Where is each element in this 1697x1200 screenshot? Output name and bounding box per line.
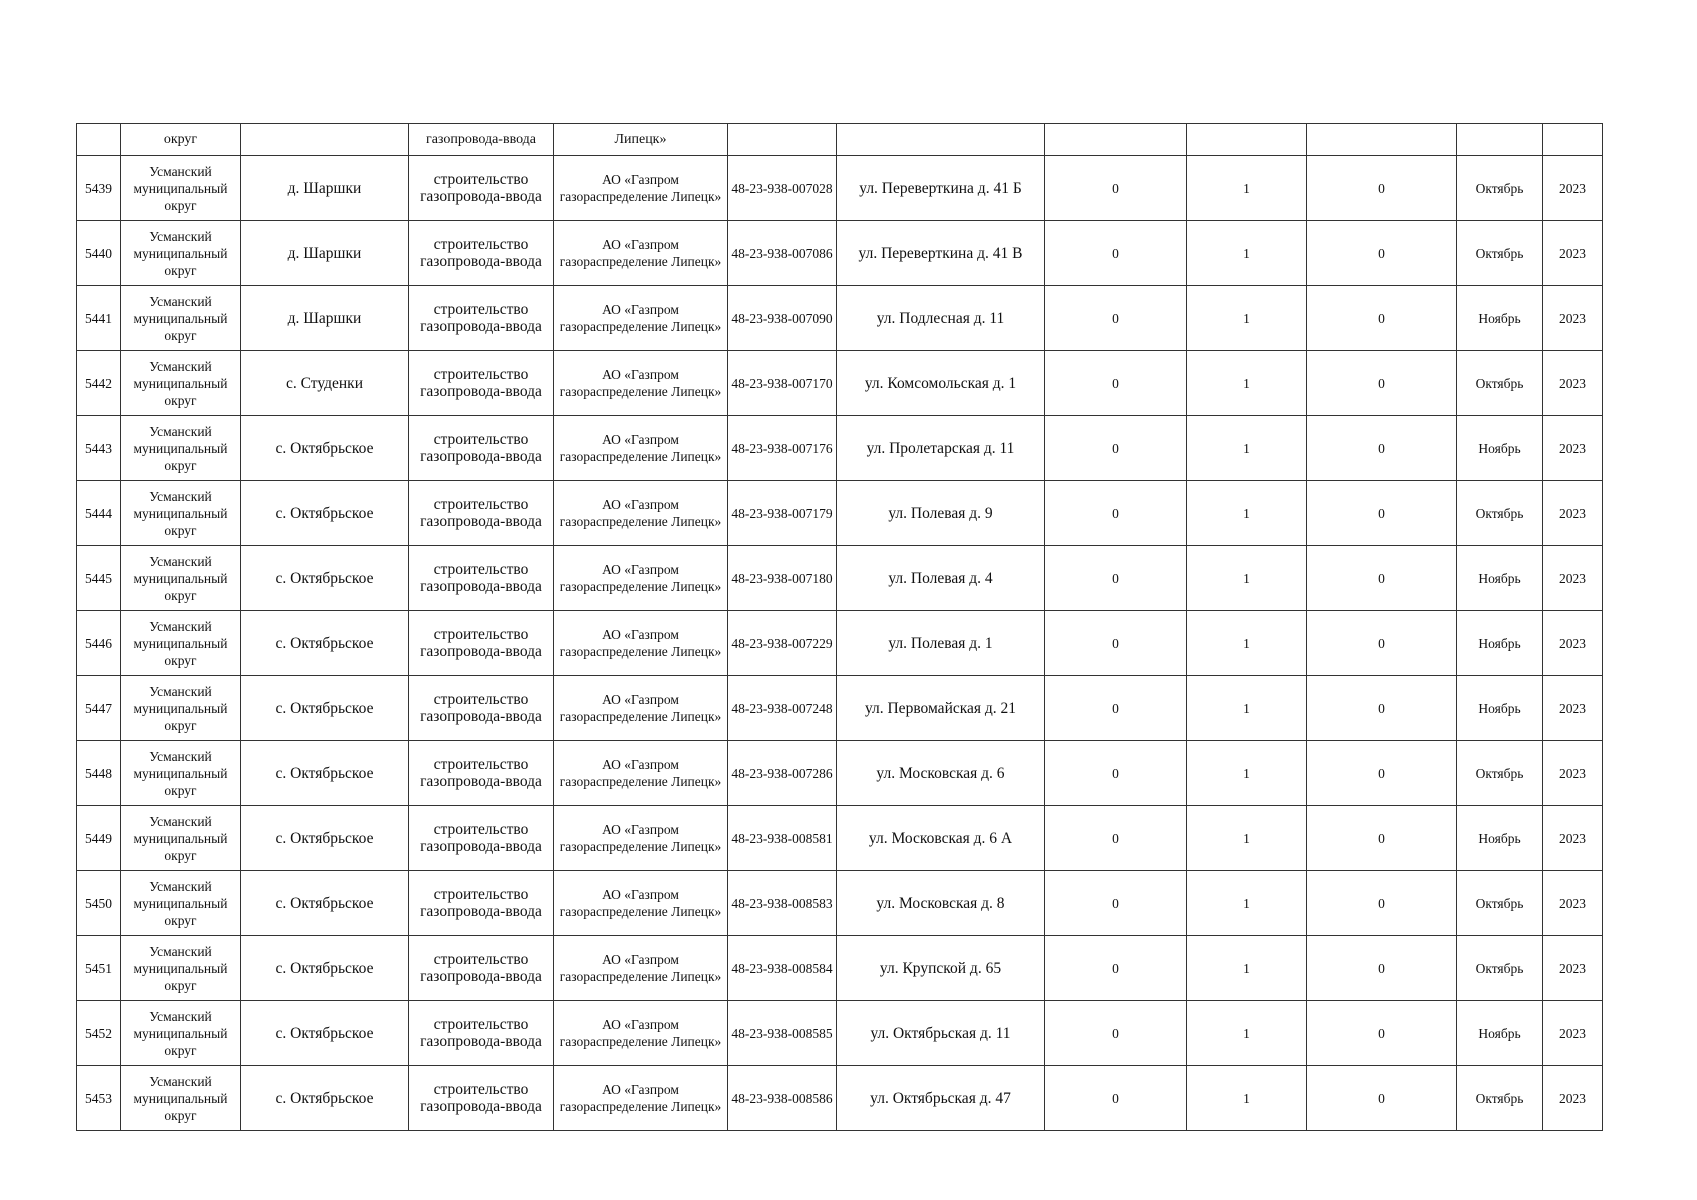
month-cell: Ноябрь <box>1457 806 1543 871</box>
year-cell: 2023 <box>1543 1066 1603 1131</box>
work-type-cell: строительство газопровода-ввода <box>409 871 554 936</box>
object-code-cell: 48-23-938-007248 <box>728 676 837 741</box>
work-type-cell: строительство газопровода-ввода <box>409 1001 554 1066</box>
table-row <box>77 481 1603 546</box>
year-cell: 2023 <box>1543 416 1603 481</box>
object-code-cell: 48-23-938-007179 <box>728 481 837 546</box>
object-code-cell: 48-23-938-007090 <box>728 286 837 351</box>
organization-cell: АО «Газпром газораспределение Липецк» <box>554 416 728 481</box>
object-code-cell: 48-23-938-007286 <box>728 741 837 806</box>
district-cell: Усманский муниципальный округ <box>121 221 241 286</box>
continued-district-cell: округ <box>121 124 241 156</box>
work-type-cell: строительство газопровода-ввода <box>409 351 554 416</box>
month-cell: Октябрь <box>1457 936 1543 1001</box>
value-2-cell: 1 <box>1187 1001 1307 1066</box>
address-cell: ул. Пролетарская д. 11 <box>837 416 1045 481</box>
row-number-cell: 5451 <box>77 936 121 1001</box>
value-1-cell: 0 <box>1045 806 1187 871</box>
settlement-cell: с. Октябрьское <box>241 806 409 871</box>
row-number-cell: 5442 <box>77 351 121 416</box>
value-1-cell: 0 <box>1045 156 1187 221</box>
value-3-cell: 0 <box>1307 1066 1457 1131</box>
object-code-cell: 48-23-938-008584 <box>728 936 837 1001</box>
value-3-cell: 0 <box>1307 611 1457 676</box>
settlement-cell: с. Октябрьское <box>241 741 409 806</box>
settlement-cell: с. Октябрьское <box>241 676 409 741</box>
organization-cell: АО «Газпром газораспределение Липецк» <box>554 936 728 1001</box>
settlement-cell: с. Октябрьское <box>241 871 409 936</box>
value-2-cell: 1 <box>1187 416 1307 481</box>
year-cell: 2023 <box>1543 546 1603 611</box>
table-row <box>77 611 1603 676</box>
value-2-cell: 1 <box>1187 546 1307 611</box>
settlement-cell: с. Октябрьское <box>241 936 409 1001</box>
table-row <box>77 351 1603 416</box>
row-number-cell: 5449 <box>77 806 121 871</box>
settlement-cell: с. Октябрьское <box>241 1066 409 1131</box>
object-code-cell: 48-23-938-007180 <box>728 546 837 611</box>
organization-cell: АО «Газпром газораспределение Липецк» <box>554 351 728 416</box>
value-1-cell: 0 <box>1045 286 1187 351</box>
continued-n2-cell <box>1187 124 1307 156</box>
value-3-cell: 0 <box>1307 806 1457 871</box>
year-cell: 2023 <box>1543 806 1603 871</box>
address-cell: ул. Октябрьская д. 47 <box>837 1066 1045 1131</box>
row-number-cell: 5447 <box>77 676 121 741</box>
address-cell: ул. Полевая д. 4 <box>837 546 1045 611</box>
month-cell: Октябрь <box>1457 156 1543 221</box>
row-number-cell: 5444 <box>77 481 121 546</box>
address-cell: ул. Переверткина д. 41 В <box>837 221 1045 286</box>
work-type-cell: строительство газопровода-ввода <box>409 741 554 806</box>
value-1-cell: 0 <box>1045 936 1187 1001</box>
settlement-cell: с. Октябрьское <box>241 546 409 611</box>
organization-cell: АО «Газпром газораспределение Липецк» <box>554 676 728 741</box>
organization-cell: АО «Газпром газораспределение Липецк» <box>554 481 728 546</box>
district-cell: Усманский муниципальный округ <box>121 156 241 221</box>
value-1-cell: 0 <box>1045 481 1187 546</box>
continued-month-cell <box>1457 124 1543 156</box>
work-type-cell: строительство газопровода-ввода <box>409 676 554 741</box>
object-code-cell: 48-23-938-008585 <box>728 1001 837 1066</box>
district-cell: Усманский муниципальный округ <box>121 286 241 351</box>
month-cell: Ноябрь <box>1457 676 1543 741</box>
month-cell: Октябрь <box>1457 351 1543 416</box>
value-1-cell: 0 <box>1045 676 1187 741</box>
organization-cell: АО «Газпром газораспределение Липецк» <box>554 871 728 936</box>
value-1-cell: 0 <box>1045 1001 1187 1066</box>
settlement-cell: д. Шаршки <box>241 221 409 286</box>
settlement-cell: с. Октябрьское <box>241 481 409 546</box>
value-2-cell: 1 <box>1187 806 1307 871</box>
row-number-cell: 5440 <box>77 221 121 286</box>
gas-connection-table <box>76 123 1603 1131</box>
row-number-cell: 5450 <box>77 871 121 936</box>
organization-cell: АО «Газпром газораспределение Липецк» <box>554 221 728 286</box>
value-2-cell: 1 <box>1187 156 1307 221</box>
continued-settlement-cell <box>241 124 409 156</box>
month-cell: Октябрь <box>1457 221 1543 286</box>
value-2-cell: 1 <box>1187 221 1307 286</box>
year-cell: 2023 <box>1543 871 1603 936</box>
object-code-cell: 48-23-938-008586 <box>728 1066 837 1131</box>
value-3-cell: 0 <box>1307 871 1457 936</box>
organization-cell: АО «Газпром газораспределение Липецк» <box>554 1066 728 1131</box>
year-cell: 2023 <box>1543 221 1603 286</box>
table-row <box>77 871 1603 936</box>
year-cell: 2023 <box>1543 351 1603 416</box>
month-cell: Октябрь <box>1457 871 1543 936</box>
table-row <box>77 221 1603 286</box>
table-row <box>77 1001 1603 1066</box>
year-cell: 2023 <box>1543 1001 1603 1066</box>
value-3-cell: 0 <box>1307 351 1457 416</box>
row-number-cell: 5439 <box>77 156 121 221</box>
continued-org-cell: Липецк» <box>554 124 728 156</box>
year-cell: 2023 <box>1543 481 1603 546</box>
month-cell: Ноябрь <box>1457 611 1543 676</box>
row-number-cell: 5443 <box>77 416 121 481</box>
table-row <box>77 936 1603 1001</box>
table-row <box>77 156 1603 221</box>
year-cell: 2023 <box>1543 156 1603 221</box>
district-cell: Усманский муниципальный округ <box>121 741 241 806</box>
value-2-cell: 1 <box>1187 351 1307 416</box>
district-cell: Усманский муниципальный округ <box>121 936 241 1001</box>
continued-year-cell <box>1543 124 1603 156</box>
table-body <box>77 124 1603 1131</box>
row-number-cell: 5448 <box>77 741 121 806</box>
work-type-cell: строительство газопровода-ввода <box>409 546 554 611</box>
value-1-cell: 0 <box>1045 1066 1187 1131</box>
table-row <box>77 546 1603 611</box>
continued-n1-cell <box>1045 124 1187 156</box>
address-cell: ул. Подлесная д. 11 <box>837 286 1045 351</box>
year-cell: 2023 <box>1543 286 1603 351</box>
district-cell: Усманский муниципальный округ <box>121 416 241 481</box>
row-number-cell: 5446 <box>77 611 121 676</box>
continued-work-cell: газопровода-ввода <box>409 124 554 156</box>
value-1-cell: 0 <box>1045 351 1187 416</box>
year-cell: 2023 <box>1543 741 1603 806</box>
value-3-cell: 0 <box>1307 286 1457 351</box>
value-1-cell: 0 <box>1045 221 1187 286</box>
settlement-cell: д. Шаршки <box>241 156 409 221</box>
organization-cell: АО «Газпром газораспределение Липецк» <box>554 806 728 871</box>
object-code-cell: 48-23-938-008583 <box>728 871 837 936</box>
district-cell: Усманский муниципальный округ <box>121 1066 241 1131</box>
organization-cell: АО «Газпром газораспределение Липецк» <box>554 611 728 676</box>
month-cell: Ноябрь <box>1457 286 1543 351</box>
continued-num-cell <box>77 124 121 156</box>
settlement-cell: с. Октябрьское <box>241 416 409 481</box>
row-number-cell: 5445 <box>77 546 121 611</box>
organization-cell: АО «Газпром газораспределение Липецк» <box>554 741 728 806</box>
object-code-cell: 48-23-938-008581 <box>728 806 837 871</box>
settlement-cell: с. Октябрьское <box>241 611 409 676</box>
organization-cell: АО «Газпром газораспределение Липецк» <box>554 546 728 611</box>
district-cell: Усманский муниципальный округ <box>121 806 241 871</box>
row-number-cell: 5441 <box>77 286 121 351</box>
value-1-cell: 0 <box>1045 871 1187 936</box>
value-3-cell: 0 <box>1307 221 1457 286</box>
district-cell: Усманский муниципальный округ <box>121 1001 241 1066</box>
table-row <box>77 416 1603 481</box>
work-type-cell: строительство газопровода-ввода <box>409 806 554 871</box>
work-type-cell: строительство газопровода-ввода <box>409 416 554 481</box>
value-3-cell: 0 <box>1307 481 1457 546</box>
value-2-cell: 1 <box>1187 936 1307 1001</box>
month-cell: Ноябрь <box>1457 416 1543 481</box>
address-cell: ул. Крупской д. 65 <box>837 936 1045 1001</box>
row-number-cell: 5452 <box>77 1001 121 1066</box>
month-cell: Ноябрь <box>1457 546 1543 611</box>
district-cell: Усманский муниципальный округ <box>121 481 241 546</box>
settlement-cell: с. Октябрьское <box>241 1001 409 1066</box>
table-row <box>77 806 1603 871</box>
table-row <box>77 1066 1603 1131</box>
address-cell: ул. Московская д. 6 <box>837 741 1045 806</box>
value-2-cell: 1 <box>1187 1066 1307 1131</box>
work-type-cell: строительство газопровода-ввода <box>409 611 554 676</box>
value-1-cell: 0 <box>1045 741 1187 806</box>
value-2-cell: 1 <box>1187 286 1307 351</box>
district-cell: Усманский муниципальный округ <box>121 676 241 741</box>
table-row <box>77 676 1603 741</box>
continued-row <box>77 124 1603 156</box>
object-code-cell: 48-23-938-007170 <box>728 351 837 416</box>
month-cell: Октябрь <box>1457 741 1543 806</box>
address-cell: ул. Полевая д. 9 <box>837 481 1045 546</box>
work-type-cell: строительство газопровода-ввода <box>409 286 554 351</box>
value-3-cell: 0 <box>1307 416 1457 481</box>
year-cell: 2023 <box>1543 936 1603 1001</box>
continued-code-cell <box>728 124 837 156</box>
value-2-cell: 1 <box>1187 871 1307 936</box>
address-cell: ул. Комсомольская д. 1 <box>837 351 1045 416</box>
work-type-cell: строительство газопровода-ввода <box>409 156 554 221</box>
year-cell: 2023 <box>1543 676 1603 741</box>
value-2-cell: 1 <box>1187 741 1307 806</box>
value-1-cell: 0 <box>1045 611 1187 676</box>
work-type-cell: строительство газопровода-ввода <box>409 936 554 1001</box>
district-cell: Усманский муниципальный округ <box>121 611 241 676</box>
work-type-cell: строительство газопровода-ввода <box>409 481 554 546</box>
district-cell: Усманский муниципальный округ <box>121 546 241 611</box>
address-cell: ул. Октябрьская д. 11 <box>837 1001 1045 1066</box>
value-2-cell: 1 <box>1187 481 1307 546</box>
continued-address-cell <box>837 124 1045 156</box>
address-cell: ул. Московская д. 8 <box>837 871 1045 936</box>
value-1-cell: 0 <box>1045 416 1187 481</box>
value-3-cell: 0 <box>1307 741 1457 806</box>
work-type-cell: строительство газопровода-ввода <box>409 221 554 286</box>
object-code-cell: 48-23-938-007086 <box>728 221 837 286</box>
address-cell: ул. Переверткина д. 41 Б <box>837 156 1045 221</box>
row-number-cell: 5453 <box>77 1066 121 1131</box>
year-cell: 2023 <box>1543 611 1603 676</box>
district-cell: Усманский муниципальный округ <box>121 871 241 936</box>
value-2-cell: 1 <box>1187 611 1307 676</box>
settlement-cell: д. Шаршки <box>241 286 409 351</box>
address-cell: ул. Полевая д. 1 <box>837 611 1045 676</box>
month-cell: Октябрь <box>1457 1066 1543 1131</box>
table-row <box>77 286 1603 351</box>
settlement-cell: с. Студенки <box>241 351 409 416</box>
month-cell: Октябрь <box>1457 481 1543 546</box>
month-cell: Ноябрь <box>1457 1001 1543 1066</box>
value-1-cell: 0 <box>1045 546 1187 611</box>
value-3-cell: 0 <box>1307 936 1457 1001</box>
district-cell: Усманский муниципальный округ <box>121 351 241 416</box>
object-code-cell: 48-23-938-007176 <box>728 416 837 481</box>
continued-n3-cell <box>1307 124 1457 156</box>
address-cell: ул. Московская д. 6 А <box>837 806 1045 871</box>
value-3-cell: 0 <box>1307 676 1457 741</box>
work-type-cell: строительство газопровода-ввода <box>409 1066 554 1131</box>
table-row <box>77 741 1603 806</box>
organization-cell: АО «Газпром газораспределение Липецк» <box>554 286 728 351</box>
value-3-cell: 0 <box>1307 1001 1457 1066</box>
value-3-cell: 0 <box>1307 156 1457 221</box>
organization-cell: АО «Газпром газораспределение Липецк» <box>554 156 728 221</box>
address-cell: ул. Первомайская д. 21 <box>837 676 1045 741</box>
object-code-cell: 48-23-938-007229 <box>728 611 837 676</box>
value-3-cell: 0 <box>1307 546 1457 611</box>
object-code-cell: 48-23-938-007028 <box>728 156 837 221</box>
organization-cell: АО «Газпром газораспределение Липецк» <box>554 1001 728 1066</box>
value-2-cell: 1 <box>1187 676 1307 741</box>
